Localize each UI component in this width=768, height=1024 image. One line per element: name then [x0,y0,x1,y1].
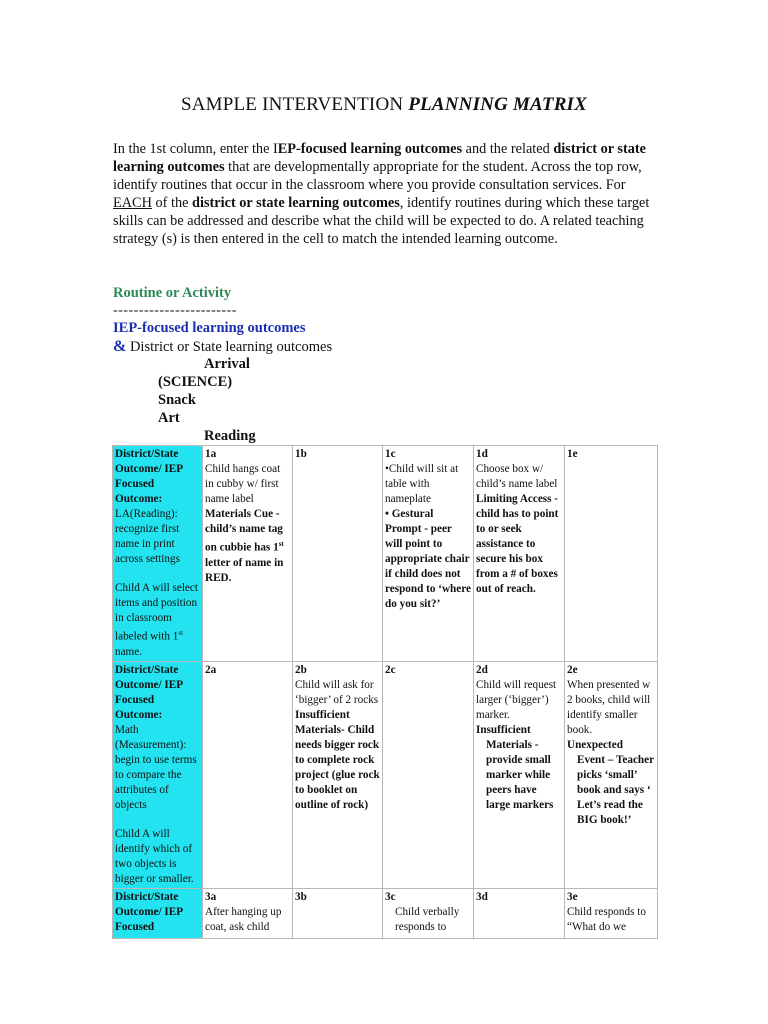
table-row [113,661,658,888]
cell-id: 3b [295,890,307,903]
district-heading [113,338,332,356]
outcome-heading: District/State Outcome/ IEP Focused Outcome: [115,663,183,721]
matrix-cell[interactable] [383,661,474,888]
intro-bold: EP-focused learning outcomes [277,141,463,157]
outcome-heading: District/State Outcome/ IEP Focused Outcome: [115,448,183,505]
cell-id: 1a [205,448,217,460]
cell-id: 1d [476,448,488,460]
cell-text: Child responds to “What do we [567,905,646,933]
matrix-cell[interactable] [474,661,565,888]
intro-text: and the related [462,141,554,157]
cell-strategy: letter of name in RED. [205,556,284,584]
cell-id: 1e [567,448,578,460]
routine-item: Arrival [204,356,250,372]
matrix-cell[interactable] [383,446,474,662]
cell-strategy: Event – Teacher picks ‘small’ book and says ‘ Let’s read the BIG book!’ [577,753,654,826]
cell-id: 3a [205,890,217,903]
cell-strategy: Insufficient Materials- Child needs bigger rock to complete rock project (glue rock to booklet on outline of rock) [295,708,380,811]
matrix-cell[interactable] [203,888,293,938]
cell-strategy: Materials - provide small marker while peers have large markers [486,738,554,811]
planning-matrix-table [112,445,658,939]
cell-id: 2c [385,663,396,676]
matrix-cell[interactable] [293,661,383,888]
intro-bold: district or state learning outcomes [192,195,400,211]
cell-text: When presented w 2 books, child will identify smaller book. [567,678,651,736]
cell-text: Child verbally responds to [395,905,460,933]
district-text: District or State learning outcomes [126,339,333,355]
cell-text: Child will request larger (‘bigger’) marker. [476,678,557,721]
cell-strategy: • Gestural Prompt - peer will point to appropriate chair if child does not respond to ‘where do you sit?’ [385,508,471,610]
cell-strategy: Limiting Access - child has to point to or seek assistance to secure his box from a # of boxes out of reach. [476,493,559,595]
superscript: st [178,629,184,637]
routine-item: Reading [204,428,256,444]
intro-text: of the [151,195,193,211]
routine-item: (SCIENCE) [158,374,233,390]
outcome-text: LA(Reading): recognize first name in print across settings [115,508,180,565]
outcome-text: Child A will select items and position in classroom labeled with 1 [115,582,198,643]
matrix-cell[interactable] [565,888,658,938]
outcome-cell [113,661,203,888]
matrix-cell[interactable] [474,888,565,938]
cell-id: 1c [385,448,396,460]
outcome-text: name. [115,645,143,658]
matrix-cell[interactable] [565,446,658,662]
cell-text: After hanging up coat, ask child [205,905,282,933]
cell-strategy: Materials Cue - child’s name tag on cubbie has 1 [205,508,283,554]
cell-id: 2a [205,663,217,676]
ampersand: & [113,338,127,355]
table-row [113,446,658,662]
cell-id: 3c [385,890,396,903]
cell-text: Child hangs coat in cubby w/ first name label [205,463,281,505]
matrix-cell[interactable] [203,661,293,888]
cell-id: 2d [476,663,488,676]
outcome-text: Math (Measurement): begin to use terms to compare the attributes of objects [115,723,197,811]
matrix-cell[interactable] [293,888,383,938]
superscript: st [278,540,284,548]
cell-text: Child will ask for ‘bigger’ of 2 rocks [295,678,379,706]
outcome-text: Child A will identify which of two objects is bigger or smaller. [115,827,194,885]
iep-heading: IEP-focused learning outcomes [113,320,306,336]
divider-dashes: ------------------------ [113,303,237,318]
cell-strategy: Unexpected [567,738,623,751]
cell-id: 3d [476,890,488,903]
intro-text: , identify routines during which these target skills can be addressed and describe what the child will be expected to do. A related teaching strategy (s) is then entered in the cell to match the intended learning outcome. [113,195,650,247]
routine-item: Snack [158,392,196,408]
matrix-cell[interactable] [565,661,658,888]
title-part-1: SAMPLE INTERVENTION [180,94,409,115]
intro-text: In the 1st column, enter the I [113,141,278,157]
table-row [113,888,658,938]
cell-id: 1b [295,448,307,460]
intro-bold: district or state learning outcomes [113,141,646,175]
matrix-cell[interactable] [383,888,474,938]
cell-id: 3e [567,890,578,903]
cell-text: •Child will sit at table with nameplate [385,463,459,505]
intro-paragraph [113,140,658,248]
cell-text: Choose box w/ child’s name label [476,463,558,490]
outcome-cell [113,888,203,938]
matrix-cell[interactable] [474,446,565,662]
intro-text: that are developmentally appropriate for the student. Across the top row, identify routines that occur in the classroom where you provide consultation services. For [113,159,642,193]
routine-heading: Routine or Activity [113,285,232,301]
matrix-cell[interactable] [203,446,293,662]
cell-id: 2e [567,663,578,676]
cell-strategy: Insufficient [476,723,531,736]
intro-underlined: EACH [113,195,152,211]
cell-id: 2b [295,663,307,676]
title-part-2: PLANNING MATRIX [408,94,588,115]
outcome-heading: District/State Outcome/ IEP Focused [115,890,183,933]
document-title [0,94,768,116]
outcome-cell [113,446,203,662]
matrix-cell[interactable] [293,446,383,662]
routine-item: Art [158,410,180,426]
